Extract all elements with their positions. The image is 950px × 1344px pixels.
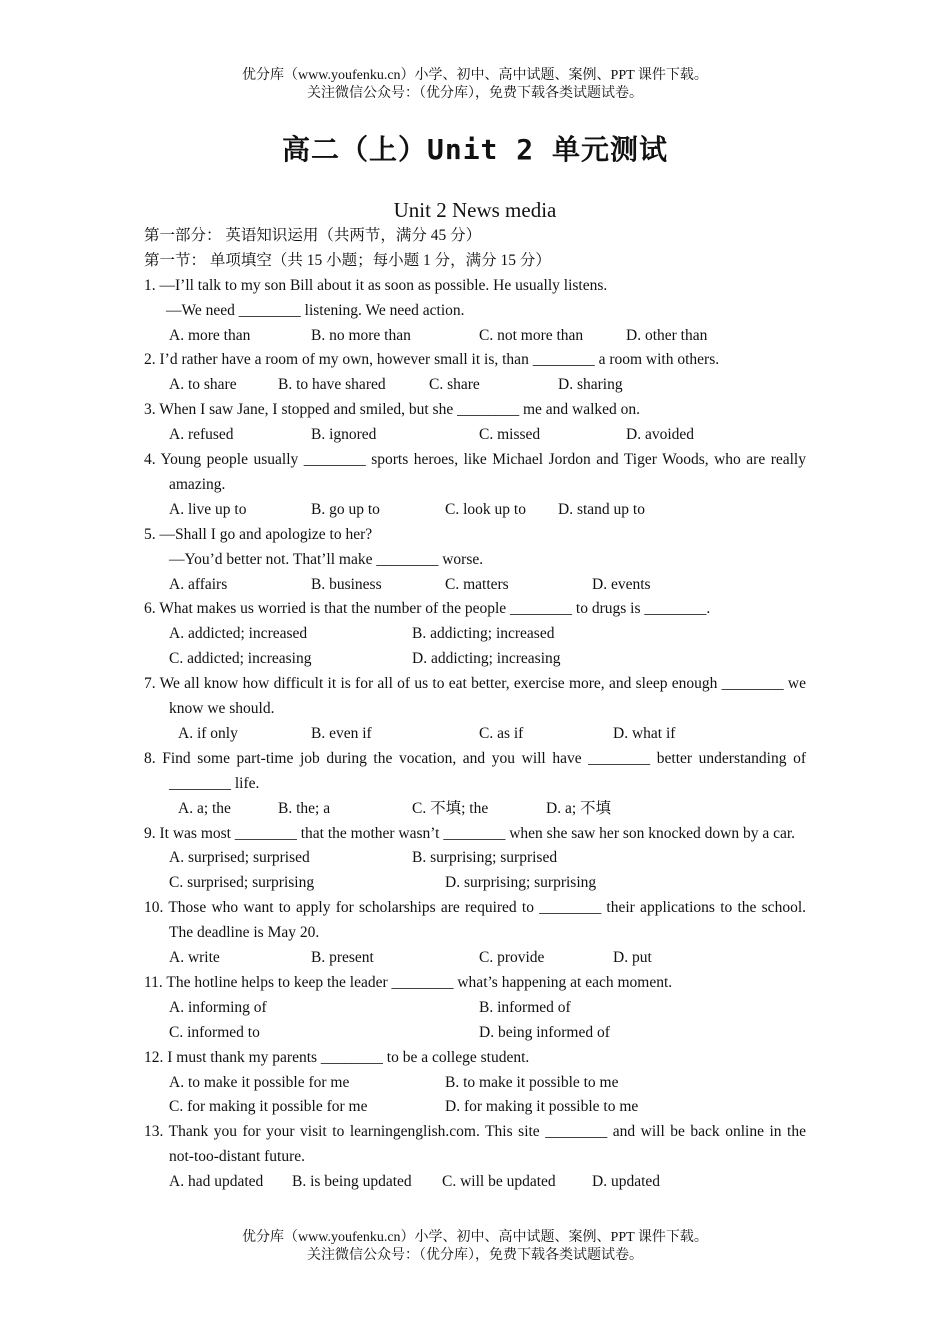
option-a: A. refused: [169, 426, 234, 444]
question-stem: 1. —I’ll talk to my son Bill about it as soon as possible. He usually listens.: [144, 276, 608, 294]
option-d: D. a; 不填: [546, 799, 612, 817]
question-1: [144, 274, 806, 349]
option-c: C. not more than: [479, 326, 584, 344]
question-stem: 4. Young people usually ________ sports heroes, like Michael Jordon and Tiger Woods, who are really amazing.: [144, 451, 806, 493]
option-d: D. being informed of: [479, 1023, 610, 1041]
option-b: B. informed of: [479, 998, 571, 1016]
option-d: D. put: [613, 949, 652, 967]
options: [144, 797, 806, 822]
question-stem-line-2: —We need ________ listening. We need action.: [166, 301, 465, 319]
option-b: B. surprising; surprised: [412, 849, 558, 867]
option-c: C. 不填; the: [412, 799, 489, 817]
options: [144, 1021, 806, 1046]
question-9: [144, 822, 806, 897]
option-b: B. ignored: [311, 426, 377, 444]
option-a: A. addicted; increased: [169, 625, 308, 643]
footer-line-2: 关注微信公众号：（优分库），免费下载各类试题试卷。: [307, 1248, 643, 1263]
option-d: D. addicting; increasing: [412, 650, 561, 668]
option-c: C. missed: [479, 426, 541, 444]
options: [144, 846, 806, 871]
question-stem: 11. The hotline helps to keep the leader ________ what’s happening at each moment.: [144, 973, 673, 991]
option-d: D. sharing: [558, 376, 623, 394]
question-8: [144, 747, 806, 822]
page-footer: [0, 1229, 950, 1265]
footer-line-1: 优分库（www.youfenku.cn）小学、初中、高中试题、案例、PPT 课件下载。: [242, 1230, 708, 1245]
question-stem: 13. Thank you for your visit to learningenglish.com. This site ________ and will be back online in the not-too-distant future.: [144, 1123, 806, 1166]
question-stem: 9. It was most ________ that the mother wasn’t ________ when she saw her son knocked down by a car.: [144, 824, 796, 842]
option-d: D. stand up to: [558, 500, 645, 518]
options: [144, 498, 806, 523]
option-b: B. present: [311, 949, 374, 967]
option-b: B. no more than: [311, 326, 411, 344]
option-c: C. share: [429, 376, 480, 394]
option-b: B. to make it possible to me: [445, 1073, 619, 1091]
option-c: C. provide: [479, 949, 545, 967]
option-d: D. avoided: [626, 426, 695, 444]
page-header: [0, 67, 950, 103]
options: [144, 1095, 806, 1120]
option-c: C. surprised; surprising: [169, 874, 315, 892]
section-heading: 第一部分： 英语知识运用（共两节，满分 45 分）: [144, 227, 482, 244]
option-a: A. write: [169, 949, 220, 967]
options: [144, 996, 806, 1021]
options: [144, 871, 806, 896]
option-d: D. what if: [613, 724, 676, 742]
option-b: B. the; a: [278, 799, 331, 817]
option-c: C. look up to: [445, 500, 526, 518]
question-7: [144, 672, 806, 747]
options: [144, 423, 806, 448]
option-c: C. for making it possible for me: [169, 1098, 368, 1116]
option-d: D. updated: [592, 1173, 661, 1191]
options: [144, 722, 806, 747]
page-title: 高二（上）Unit 2 单元测试: [281, 133, 668, 166]
question-stem-line-2: —You’d better not. That’ll make ________ worse.: [169, 550, 484, 568]
question-2: [144, 348, 806, 398]
option-a: A. to make it possible for me: [169, 1073, 350, 1091]
question-stem: 3. When I saw Jane, I stopped and smiled, but she ________ me and walked on.: [144, 401, 641, 419]
option-a: A. to share: [169, 376, 237, 394]
options: [144, 573, 806, 598]
option-b: B. to have shared: [278, 376, 386, 394]
option-c: C. informed to: [169, 1023, 260, 1041]
option-b: B. business: [311, 575, 382, 593]
page-subtitle: Unit 2 News media: [393, 198, 557, 222]
header-line-2: 关注微信公众号：（优分库），免费下载各类试题试卷。: [307, 86, 643, 101]
options: [144, 946, 806, 971]
options: [144, 622, 806, 647]
question-stem: 7. We all know how difficult it is for all of us to eat better, exercise more, and sleep enough ________ we know we should.: [144, 675, 806, 718]
option-a: A. more than: [169, 326, 251, 344]
question-stem: 6. What makes us worried is that the number of the people ________ to drugs is ________.: [144, 600, 711, 618]
option-d: D. other than: [626, 326, 708, 344]
option-c: C. matters: [445, 575, 509, 593]
option-c: C. as if: [479, 724, 524, 742]
options: [144, 1170, 806, 1195]
question-12: [144, 1046, 806, 1121]
options: [144, 373, 806, 398]
question-10: [144, 896, 806, 971]
option-b: B. go up to: [311, 500, 380, 518]
options: [144, 1071, 806, 1096]
question-stem: 2. I’d rather have a room of my own, however small it is, than ________ a room with others.: [144, 351, 720, 369]
question-5: [144, 523, 806, 598]
question-13: [144, 1120, 806, 1195]
option-c: C. addicted; increasing: [169, 650, 312, 668]
question-stem: 5. —Shall I go and apologize to her?: [144, 525, 373, 543]
question-4: [144, 448, 806, 523]
option-a: A. affairs: [169, 575, 228, 593]
question-stem: 10. Those who want to apply for scholarships are required to ________ their applications to the school. The deadline is May 20.: [144, 899, 806, 942]
options: [144, 324, 806, 349]
subsection-heading: 第一节： 单项填空（共 15 小题；每小题 1 分，满分 15 分）: [144, 251, 551, 269]
option-b: B. is being updated: [292, 1173, 412, 1191]
question-6: [144, 597, 806, 672]
option-a: A. live up to: [169, 500, 247, 518]
document-body: [144, 224, 806, 1195]
option-a: A. informing of: [169, 998, 267, 1016]
header-line-1: 优分库（www.youfenku.cn）小学、初中、高中试题、案例、PPT 课件下载。: [242, 68, 708, 83]
option-b: B. addicting; increased: [412, 625, 555, 643]
question-stem: 8. Find some part-time job during the vocation, and you will have ________ better understanding of ________ life.: [144, 749, 806, 792]
option-a: A. had updated: [169, 1173, 264, 1191]
question-3: [144, 398, 806, 448]
options: [144, 647, 806, 672]
option-a: A. surprised; surprised: [169, 849, 310, 867]
option-a: A. a; the: [178, 799, 231, 817]
question-stem: 12. I must thank my parents ________ to be a college student.: [144, 1048, 530, 1066]
option-c: C. will be updated: [442, 1173, 556, 1191]
option-a: A. if only: [178, 724, 238, 742]
option-d: D. events: [592, 575, 651, 593]
question-11: [144, 971, 806, 1046]
option-d: D. surprising; surprising: [445, 874, 597, 892]
option-b: B. even if: [311, 724, 372, 742]
option-d: D. for making it possible to me: [445, 1098, 639, 1116]
